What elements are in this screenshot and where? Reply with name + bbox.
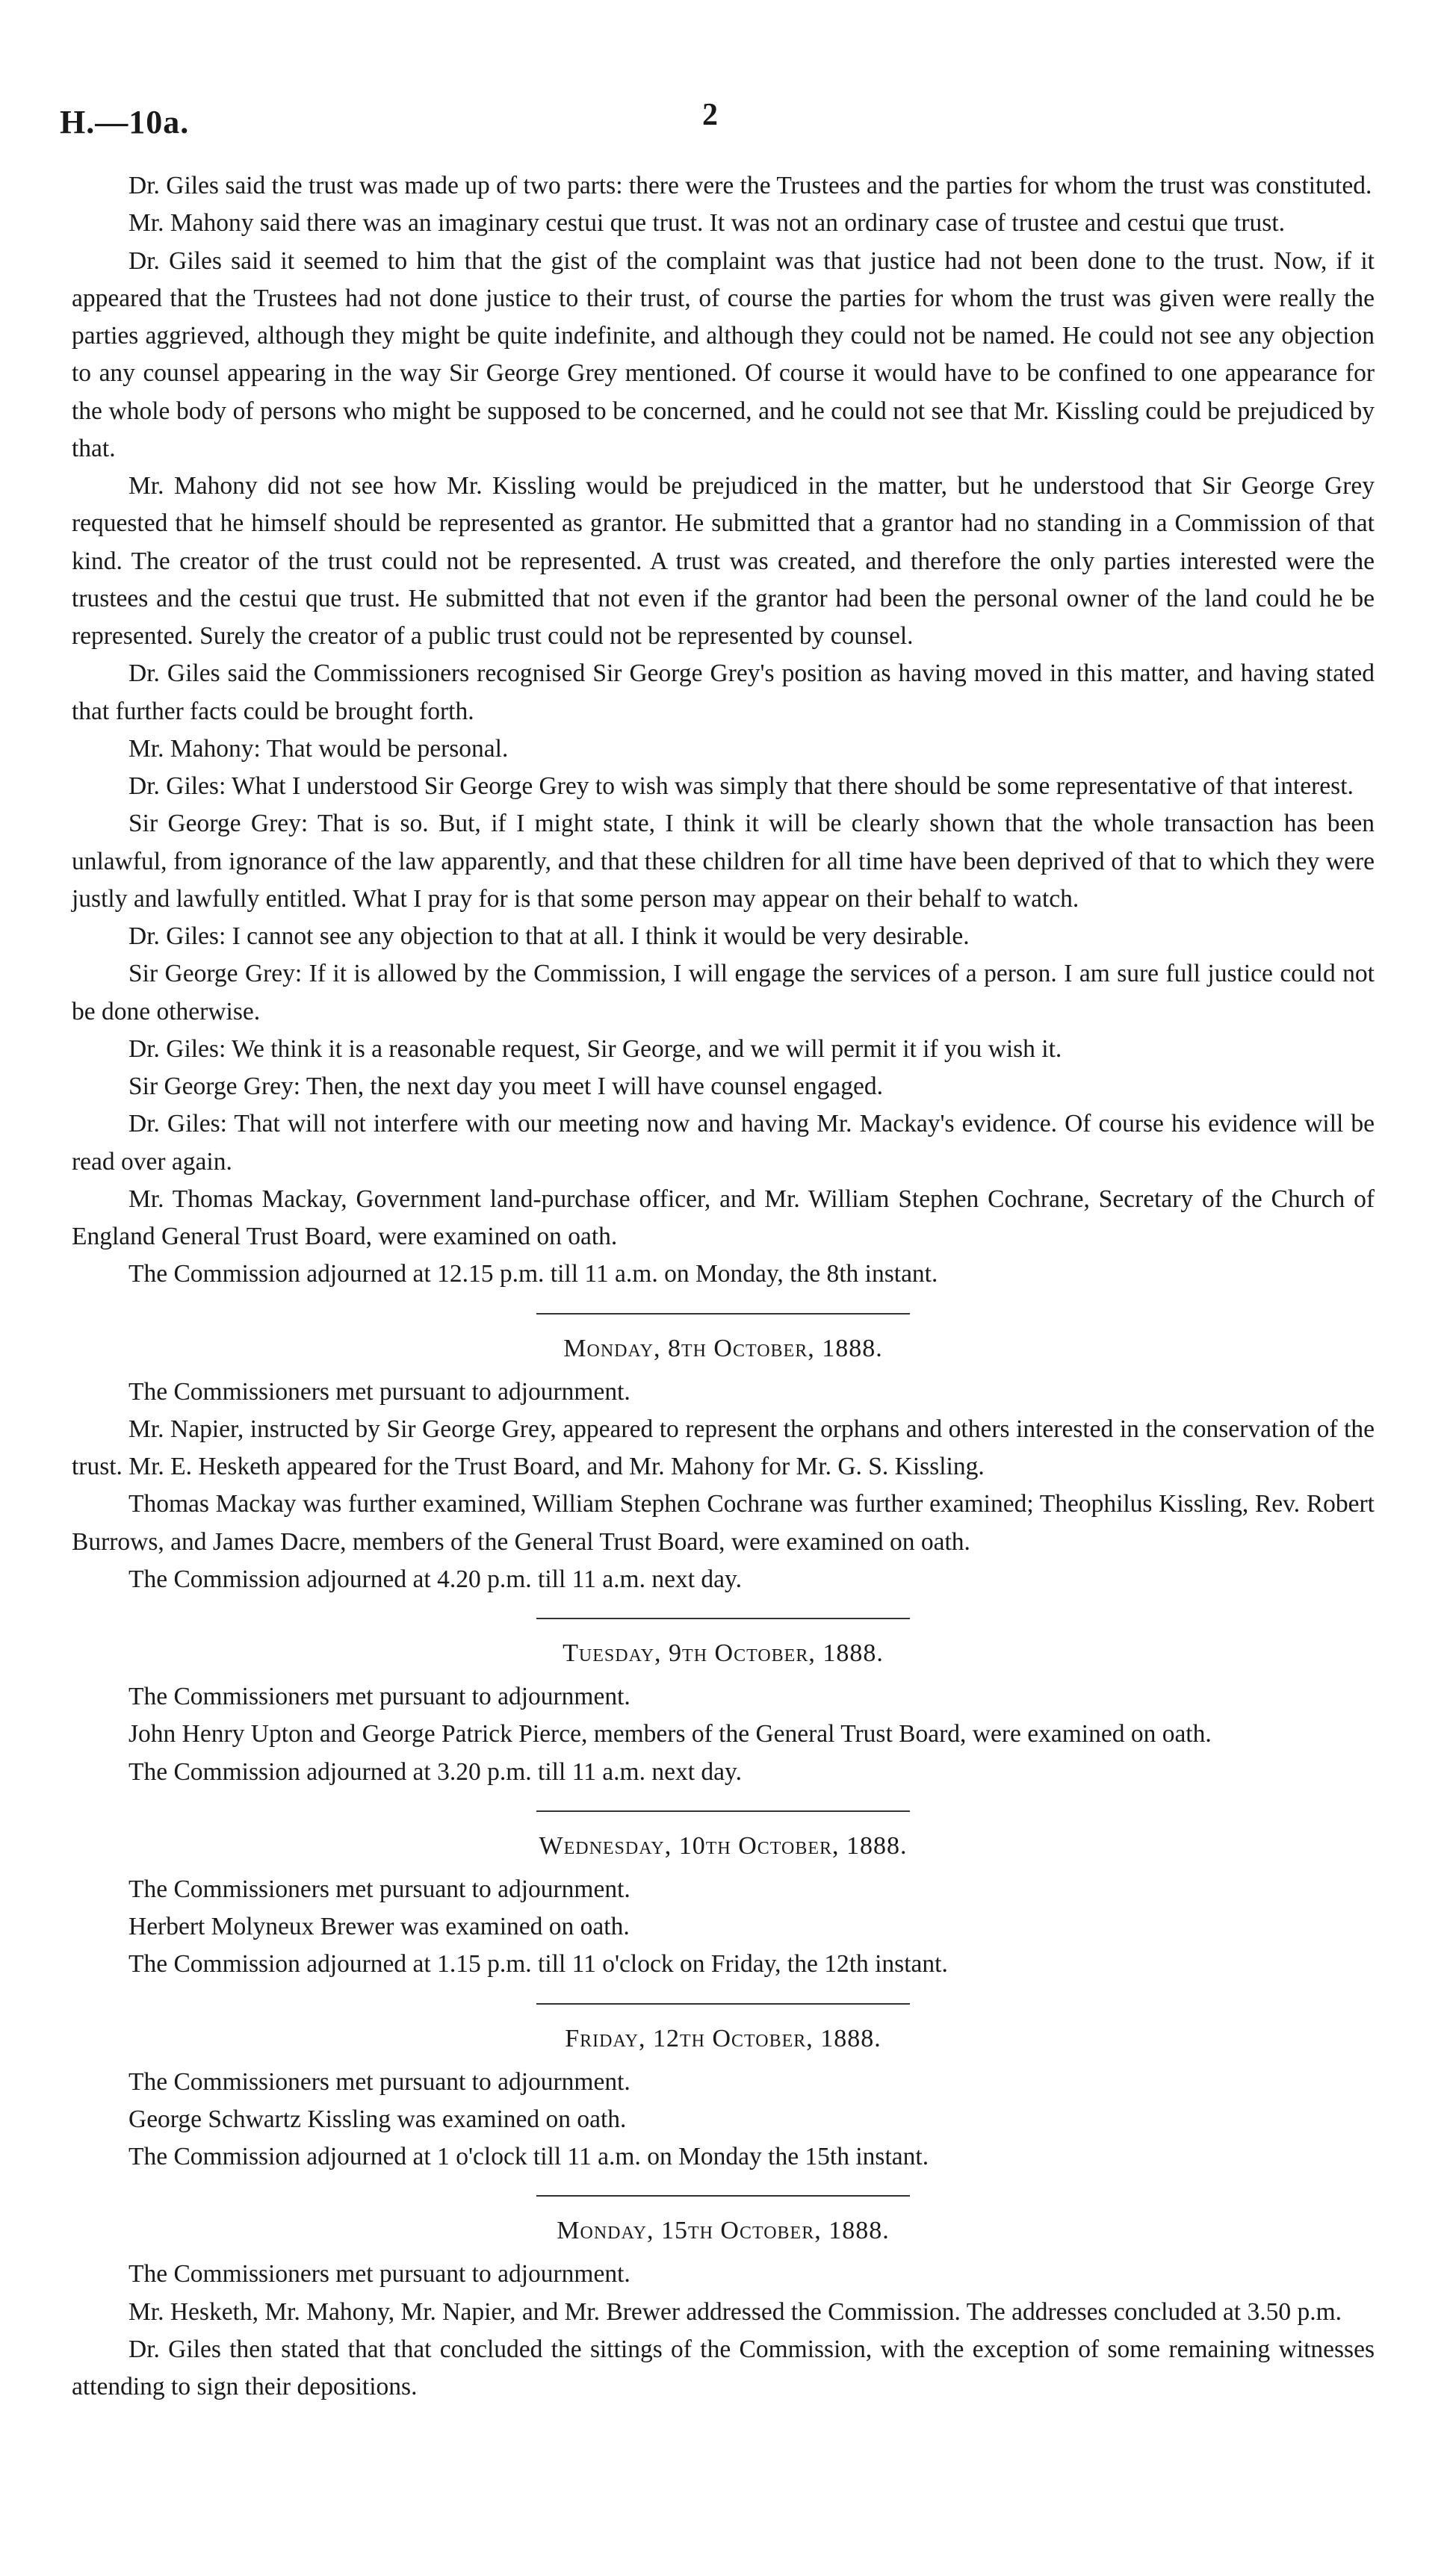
paragraph: The Commission adjourned at 3.20 p.m. till 11 a.m. next day. xyxy=(128,1757,742,1786)
paragraph: Dr. Giles: What I understood Sir George Grey to wish was simply that there should be some representative of that interest. xyxy=(128,772,1354,800)
paragraph: Dr. Giles: I cannot see any objection to that at all. I think it would be very desirable. xyxy=(128,922,970,950)
paragraph: John Henry Upton and George Patrick Pierce, members of the General Trust Board, were examined on oath. xyxy=(128,1720,1212,1748)
paragraph: The Commission adjourned at 1.15 p.m. till 11 o'clock on Friday, the 12th instant. xyxy=(128,1950,948,1978)
paragraph: Mr. Hesketh, Mr. Mahony, Mr. Napier, and Mr. Brewer addressed the Commission. The addresses concluded at 3.50 p.m. xyxy=(128,2297,1342,2326)
paragraph: Dr. Giles: That will not interfere with our meeting now and having Mr. Mackay's evidence. Of course his evidence will be read over again. xyxy=(72,1110,1375,1176)
paragraph: The Commissioners met pursuant to adjournment. xyxy=(128,1377,630,1406)
paragraph: Mr. Mahony did not see how Mr. Kissling would be prejudiced in the matter, but he understood that Sir George Grey requested that he himself should be represented as grantor. He submitted that a grantor had no standing in a Commission of that kind. The creator of the trust could not be represented. A trust was created, and therefore the only parties interested were the trustees and the cestui que trust. He submitted that not even if the grantor had been the personal owner of the land could he be represented. Surely the creator of a public trust could not be represented by counsel. xyxy=(72,472,1375,650)
paragraph: Dr. Giles said the trust was made up of two parts: there were the Trustees and the parties for whom the trust was constituted. xyxy=(128,172,1372,199)
paragraph: The Commission adjourned at 12.15 p.m. till 11 a.m. on Monday, the 8th instant. xyxy=(128,1260,938,1288)
section-title: Monday, 15th October, 1888. xyxy=(557,2217,890,2245)
paragraph: The Commissioners met pursuant to adjournment. xyxy=(128,2260,630,2288)
paragraph: Dr. Giles said the Commissioners recognised Sir George Grey's position as having moved in this matter, and having stated that further facts could be brought forth. xyxy=(72,659,1375,725)
paragraph: Mr. Mahony: That would be personal. xyxy=(128,734,509,763)
section-divider xyxy=(536,2195,910,2197)
paragraph: Thomas Mackay was further examined, William Stephen Cochrane was further examined; Theophilus Kissling, Rev. Robert Burrows, and James Dacre, members of the General Trust Board, were examined on oath. xyxy=(72,1490,1375,1556)
section-divider xyxy=(536,1618,910,1619)
section-monday-8th xyxy=(72,1329,1375,1599)
paragraph: Mr. Napier, instructed by Sir George Grey, appeared to represent the orphans and others interested in the conservation of the trust. Mr. E. Hesketh appeared for the Trust Board, and Mr. Mahony for Mr. G. S. Kissling. xyxy=(72,1415,1375,1480)
section-divider xyxy=(536,1810,910,1812)
section-divider xyxy=(536,2003,910,2005)
paragraph: The Commissioners met pursuant to adjournment. xyxy=(128,2067,630,2096)
paragraph: The Commissioners met pursuant to adjournment. xyxy=(128,1683,630,1710)
paragraph: The Commissioners met pursuant to adjournment. xyxy=(128,1875,630,1903)
intro-proceedings xyxy=(72,167,1375,1294)
paragraph: George Schwartz Kissling was examined on oath. xyxy=(128,2105,627,2133)
document-code: H.—10a. xyxy=(60,104,190,140)
section-title: Wednesday, 10th October, 1888. xyxy=(539,1831,908,1860)
section-tuesday-9th xyxy=(72,1634,1375,1791)
section-title: Tuesday, 9th October, 1888. xyxy=(563,1639,884,1667)
paragraph: Sir George Grey: Then, the next day you meet I will have counsel engaged. xyxy=(128,1073,883,1100)
section-monday-15th xyxy=(72,2212,1375,2406)
paragraph: Dr. Giles: We think it is a reasonable request, Sir George, and we will permit it if you wish it. xyxy=(128,1034,1062,1063)
paragraph: The Commission adjourned at 1 o'clock till 11 a.m. on Monday the 15th instant. xyxy=(128,2143,929,2170)
page-number: 2 xyxy=(702,98,718,132)
document-body xyxy=(72,167,1375,2406)
section-friday-12th xyxy=(72,2020,1375,2176)
paragraph: Mr. Mahony said there was an imaginary cestui que trust. It was not an ordinary case of trustee and cestui que trust. xyxy=(128,209,1286,238)
paragraph: Sir George Grey: If it is allowed by the Commission, I will engage the services of a person. I am sure full justice could not be done otherwise. xyxy=(72,960,1375,1025)
section-title: Friday, 12th October, 1888. xyxy=(565,2024,881,2052)
paragraph: Sir George Grey: That is so. But, if I might state, I think it will be clearly shown that the whole transaction has been unlawful, from ignorance of the law apparently, and that these children for all time have been deprived of that to which they were justly and lawfully entitled. What I pray for is that some person may appear on their behalf to watch. xyxy=(72,810,1375,913)
paragraph: Mr. Thomas Mackay, Government land-purchase officer, and Mr. William Stephen Cochrane, Secretary of the Church of England General Trust Board, were examined on oath. xyxy=(72,1185,1375,1250)
section-divider xyxy=(536,1313,910,1315)
paragraph: Herbert Molyneux Brewer was examined on oath. xyxy=(128,1913,630,1940)
paragraph: Dr. Giles said it seemed to him that the gist of the complaint was that justice had not been done to the trust. Now, if it appeared that the Trustees had not done justice to their trust, of course the parties for whom the trust was given were really the parties aggrieved, although they might be quite indefinite, and although they could not be named. He could not see any objection to any counsel appearing in the way Sir George Grey mentioned. Of course it would have to be confined to one appearance for the whole body of persons who might be supposed to be concerned, and he could not see that Mr. Kissling could be prejudiced by that. xyxy=(72,246,1375,462)
paragraph: The Commission adjourned at 4.20 p.m. till 11 a.m. next day. xyxy=(128,1565,742,1593)
section-title: Monday, 8th October, 1888. xyxy=(563,1334,883,1362)
paragraph: Dr. Giles then stated that that concluded the sittings of the Commission, with the exception of some remaining witnesses attending to sign their depositions. xyxy=(72,2335,1375,2400)
section-wednesday-10th xyxy=(72,1827,1375,1984)
